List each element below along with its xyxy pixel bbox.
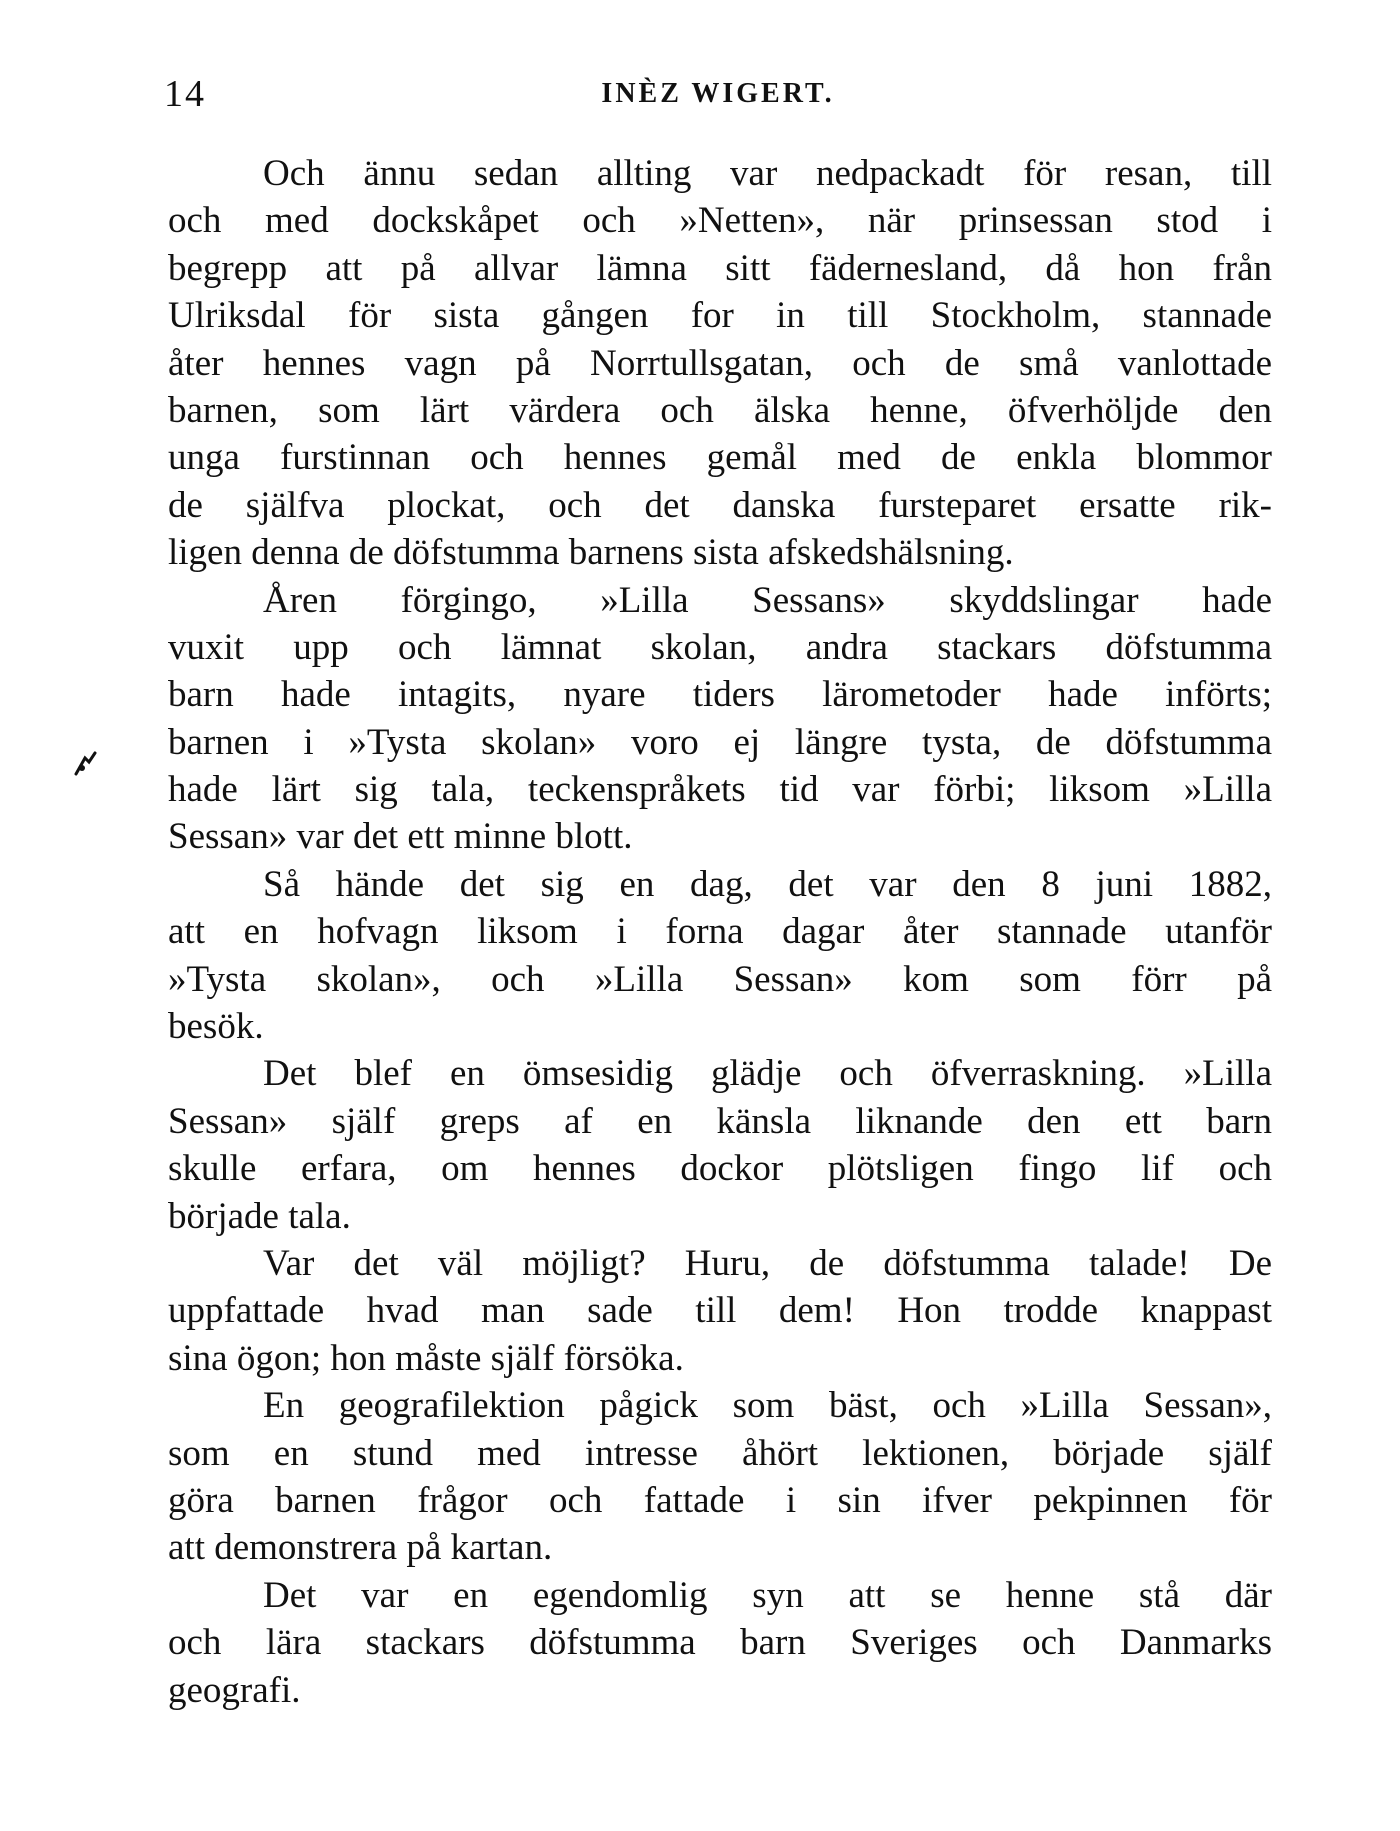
running-head bbox=[164, 70, 1272, 118]
text-line: skulle erfara, om hennes dockor plötsligen fingo lif och bbox=[168, 1148, 1272, 1190]
text-line: ligen denna de döfstumma barnens sista afskedshälsning. bbox=[168, 532, 1014, 574]
text-line: de själfva plockat, och det danska fursteparet ersatte rik- bbox=[168, 484, 1272, 526]
text-line: uppfattade hvad man sade till dem! Hon trodde knappast bbox=[168, 1290, 1272, 1332]
paragraph-7 bbox=[168, 1572, 1272, 1714]
text-line: och lära stackars döfstumma barn Sveriges och Danmarks bbox=[168, 1622, 1272, 1664]
text-line: barnen, som lärt värdera och älska henne, öfverhöljde den bbox=[168, 389, 1272, 431]
text-line: hade lärt sig tala, teckenspråkets tid var förbi; liksom »Lilla bbox=[168, 769, 1272, 811]
paragraph-5 bbox=[168, 1240, 1272, 1382]
paragraph-4 bbox=[168, 1050, 1272, 1240]
text-line: började tala. bbox=[168, 1195, 351, 1237]
paragraph-3 bbox=[168, 861, 1272, 1051]
text-line: unga furstinnan och hennes gemål med de enkla blommor bbox=[168, 437, 1272, 479]
text-line: geografi. bbox=[168, 1669, 301, 1711]
text-line: att en hofvagn liksom i forna dagar åter stannade utanför bbox=[168, 911, 1272, 953]
text-line: barn hade intagits, nyare tiders lärometoder hade införts; bbox=[168, 674, 1272, 716]
margin-ink-mark bbox=[72, 748, 102, 778]
text-line: Det blef en ömsesidig glädje och öfverraskning. »Lilla bbox=[263, 1053, 1272, 1095]
text-line: vuxit upp och lämnat skolan, andra stackars döfstumma bbox=[168, 626, 1272, 668]
text-line: begrepp att på allvar lämna sitt fädernesland, då hon från bbox=[168, 247, 1272, 289]
paragraph-1 bbox=[168, 150, 1272, 577]
text-line: Åren förgingo, »Lilla Sessans» skyddslingar hade bbox=[263, 579, 1272, 621]
text-line: sina ögon; hon måste själf försöka. bbox=[168, 1337, 684, 1379]
text-line: Det var en egendomlig syn att se henne stå där bbox=[263, 1574, 1272, 1616]
text-line: Så hände det sig en dag, det var den 8 juni 1882, bbox=[263, 863, 1272, 905]
text-line: göra barnen frågor och fattade i sin ifver pekpinnen för bbox=[168, 1479, 1272, 1521]
text-line: En geografilektion pågick som bäst, och »Lilla Sessan», bbox=[263, 1385, 1272, 1427]
text-line: och med dockskåpet och »Netten», när prinsessan stod i bbox=[168, 200, 1272, 242]
text-line: åter hennes vagn på Norrtullsgatan, och de små vanlottade bbox=[168, 342, 1272, 384]
text-line: Ulriksdal för sista gången for in till Stockholm, stannade bbox=[168, 295, 1272, 337]
text-line: att demonstrera på kartan. bbox=[168, 1527, 553, 1569]
text-line: »Tysta skolan», och »Lilla Sessan» kom som förr på bbox=[168, 958, 1272, 1000]
paragraph-6 bbox=[168, 1382, 1272, 1572]
text-line: Sessan» var det ett minne blott. bbox=[168, 816, 633, 858]
text-line: Var det väl möjligt? Huru, de döfstumma talade! De bbox=[263, 1242, 1272, 1284]
text-block bbox=[168, 150, 1272, 1714]
text-line: Och ännu sedan allting var nedpackadt för resan, till bbox=[263, 153, 1272, 194]
text-line: besök. bbox=[168, 1006, 264, 1048]
text-line: barnen i »Tysta skolan» voro ej längre tysta, de döfstumma bbox=[168, 721, 1272, 763]
page-number: 14 bbox=[164, 73, 206, 115]
paragraph-2 bbox=[168, 577, 1272, 861]
text-line: Sessan» själf greps af en känsla liknande den ett barn bbox=[168, 1100, 1272, 1142]
text-line: som en stund med intresse åhört lektionen, började själf bbox=[168, 1432, 1272, 1474]
running-title: INÈZ WIGERT. bbox=[601, 78, 835, 109]
